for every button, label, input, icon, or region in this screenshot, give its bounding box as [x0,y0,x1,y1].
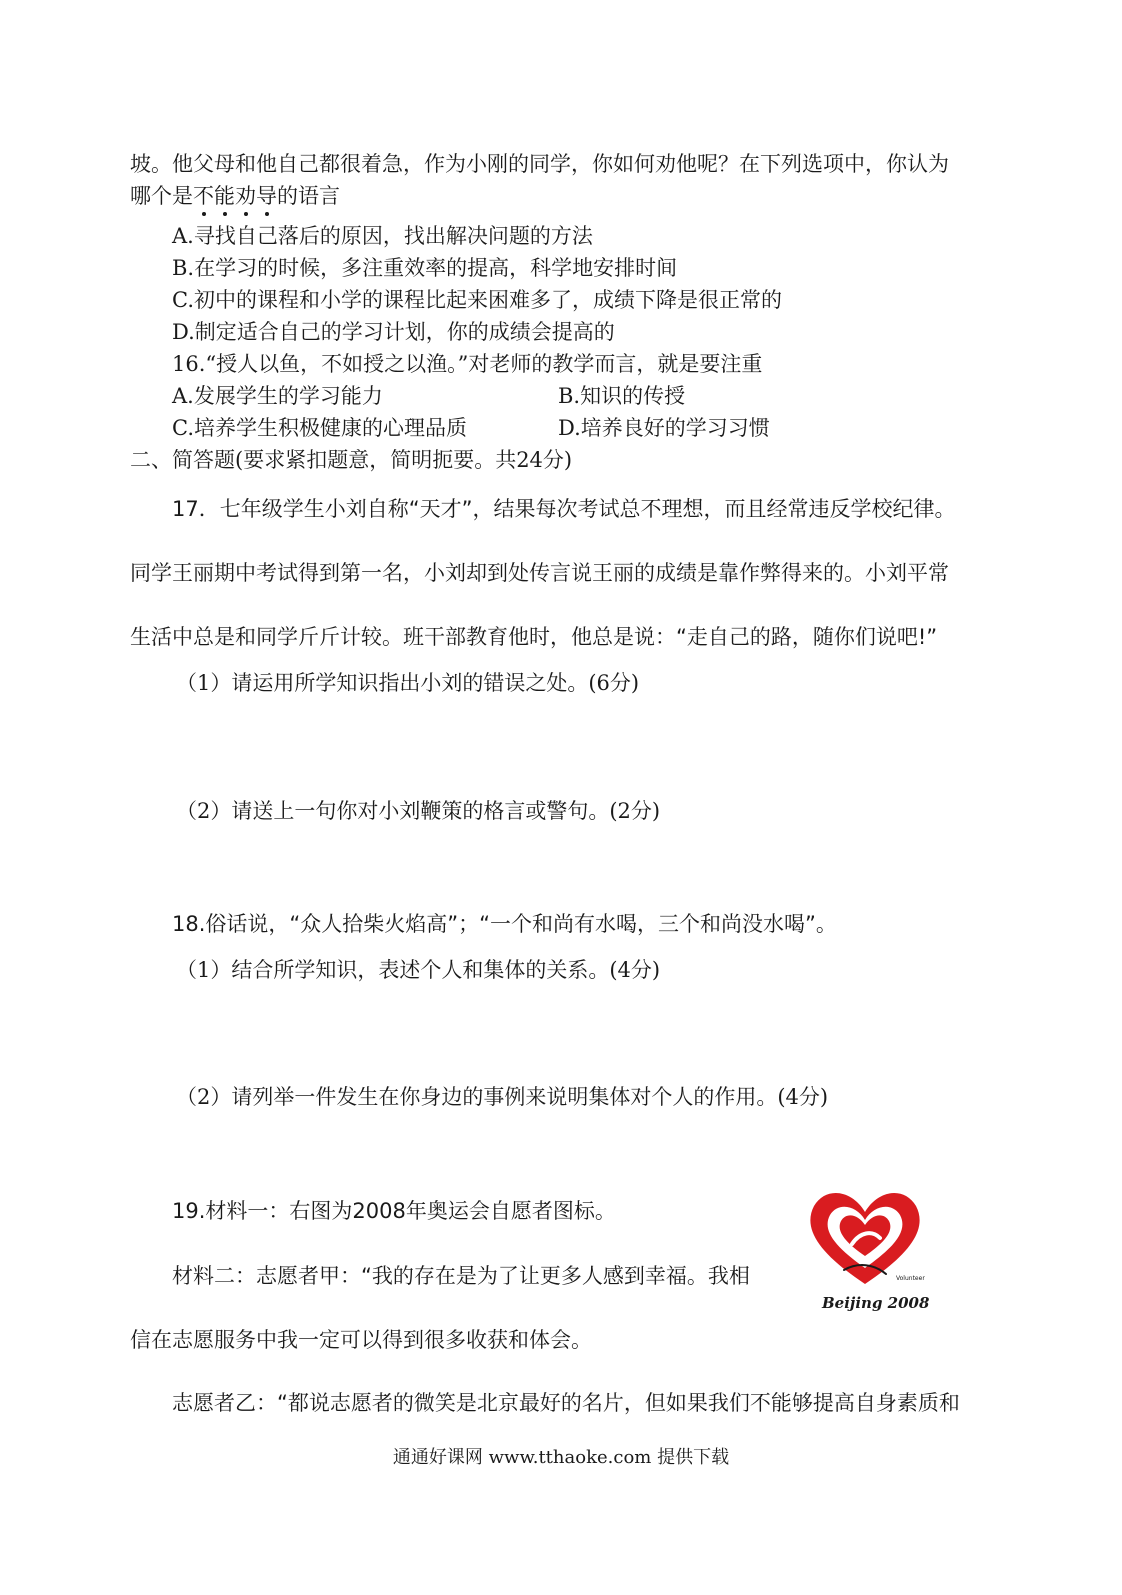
q15-option-c: C.初中的课程和小学的课程比起来困难多了，成绩下降是很正常的 [172,288,782,312]
q19-line1: 19.材料一：右图为2008年奥运会自愿者图标。 [172,1199,616,1223]
q15-intro-line1: 坡。他父母和他自己都很着急，作为小刚的同学，你如何劝他呢？在下列选项中，你认为 [130,152,949,176]
footer-credit: 通通好课网 www.tthaoke.com 提供下载 [392,1447,730,1468]
q16-option-b: B.知识的传授 [558,384,686,408]
q15-intro-suffix: 的语言 [277,184,340,208]
q19-line3: 信在志愿服务中我一定可以得到很多收获和体会。 [130,1328,592,1352]
q17-line3: 生活中总是和同学斤斤计较。班干部教育他时，他总是说：“走自己的路，随你们说吧!” [130,625,938,649]
logo-small-text: Volunteer [896,1275,925,1282]
q16-stem: 16.“授人以鱼，不如授之以渔。”对老师的教学而言，就是要注重 [172,352,763,376]
q17-line2: 同学王丽期中考试得到第一名，小刘却到处传言说王丽的成绩是靠作弊得来的。小刘平常 [130,561,949,585]
emphasis-char: 不 [193,184,214,208]
q17-line1: 17．七年级学生小刘自称“天才”，结果每次考试总不理想，而且经常违反学校纪律。 [172,497,956,521]
q16-option-d: D.培养良好的学习习惯 [558,416,770,440]
q15-intro-line2 [130,183,340,209]
q18-sub2: （2）请列举一件发生在你身边的事例来说明集体对个人的作用。(4分) [176,1085,829,1109]
q15-option-b: B.在学习的时候，多注重效率的提高，科学地安排时间 [172,256,678,280]
q17-sub2: （2）请送上一句你对小刘鞭策的格言或警句。(2分) [176,799,661,823]
q17-sub1: （1）请运用所学知识指出小刘的错误之处。(6分) [176,671,640,695]
q15-option-a: A.寻找自己落后的原因，找出解决问题的方法 [172,224,593,248]
q15-intro-prefix: 哪个是 [130,184,193,208]
q18-sub1: （1）结合所学知识，表述个人和集体的关系。(4分) [176,958,661,982]
emphasis-char: 能 [214,184,235,208]
q15-option-d: D.制定适合自己的学习计划，你的成绩会提高的 [172,320,615,344]
q16-option-c: C.培养学生积极健康的心理品质 [172,416,467,440]
volunteer-logo-icon [800,1184,930,1324]
q18-stem: 18.俗话说，“众人拾柴火焰高”；“一个和尚有水喝，三个和尚没水喝”。 [172,912,837,936]
emphasis-char: 导 [256,184,277,208]
q16-option-a: A.发展学生的学习能力 [172,384,383,408]
section-title: 二、简答题(要求紧扣题意，简明扼要。共24分) [130,448,573,472]
logo-main-text: Beijing 2008 [822,1294,930,1312]
emphasis-char: 劝 [235,184,256,208]
q19-line2: 材料二：志愿者甲：“我的存在是为了让更多人感到幸福。我相 [172,1264,750,1288]
q19-line4: 志愿者乙：“都说志愿者的微笑是北京最好的名片，但如果我们不能够提高自身素质和 [172,1391,960,1415]
